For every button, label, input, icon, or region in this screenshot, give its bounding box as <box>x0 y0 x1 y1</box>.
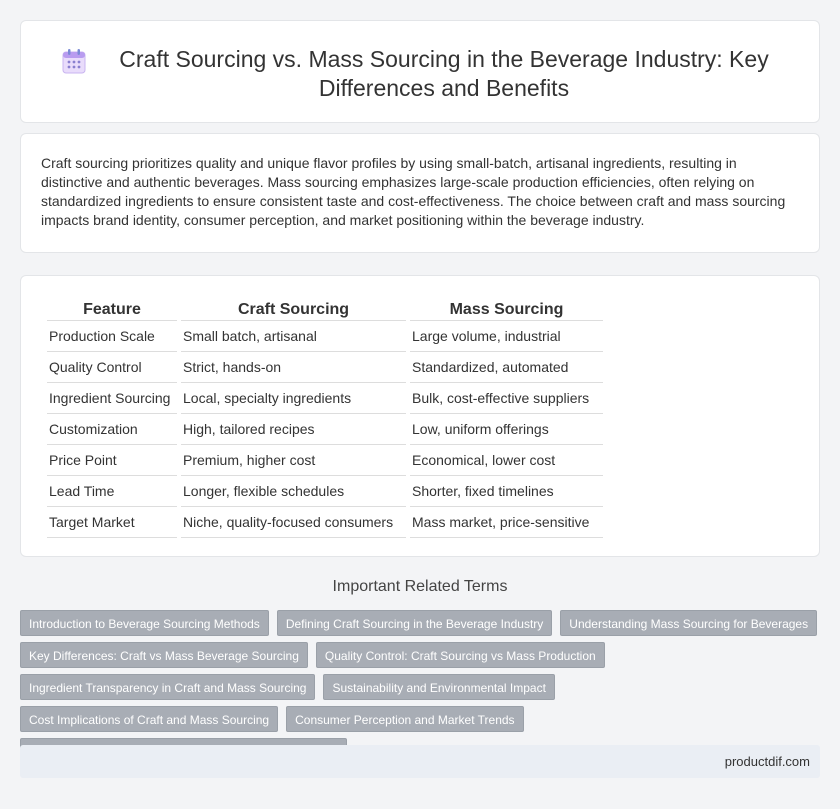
related-term-tag[interactable]: Understanding Mass Sourcing for Beverages <box>560 610 817 636</box>
table-row <box>47 321 603 352</box>
feature-cell: Ingredient Sourcing <box>47 383 177 414</box>
related-term-tag[interactable]: Introduction to Beverage Sourcing Methods <box>20 610 269 636</box>
related-term-tag[interactable]: Ingredient Transparency in Craft and Mass Sourcing <box>20 674 315 700</box>
comparison-table <box>43 296 607 538</box>
mass-cell: Mass market, price-sensitive <box>410 507 603 538</box>
title-wrap <box>21 21 819 103</box>
calendar-icon <box>61 47 87 75</box>
mass-cell: Shorter, fixed timelines <box>410 476 603 507</box>
related-term-tag[interactable]: Cost Implications of Craft and Mass Sourcing <box>20 706 278 732</box>
page-title: Craft Sourcing vs. Mass Sourcing in the Beverage Industry: Key Differences and Benefits <box>119 46 769 101</box>
mass-cell: Low, uniform offerings <box>410 414 603 445</box>
column-header-craft: Craft Sourcing <box>181 296 406 321</box>
related-term-tag[interactable]: Consumer Perception and Market Trends <box>286 706 523 732</box>
related-terms-heading: Important Related Terms <box>332 578 508 595</box>
craft-cell: Strict, hands-on <box>181 352 406 383</box>
craft-cell: Longer, flexible schedules <box>181 476 406 507</box>
table-row <box>47 445 603 476</box>
related-term-tag[interactable]: Sustainability and Environmental Impact <box>323 674 554 700</box>
craft-cell: Small batch, artisanal <box>181 321 406 352</box>
table-row <box>47 352 603 383</box>
table-row <box>47 414 603 445</box>
feature-cell: Production Scale <box>47 321 177 352</box>
related-terms-list <box>20 610 820 764</box>
mass-cell: Bulk, cost-effective suppliers <box>410 383 603 414</box>
craft-cell: Premium, higher cost <box>181 445 406 476</box>
mass-cell: Large volume, industrial <box>410 321 603 352</box>
table-row <box>47 476 603 507</box>
related-term-tag[interactable]: Quality Control: Craft Sourcing vs Mass Production <box>316 642 605 668</box>
footer-site-link[interactable]: productdif.com <box>724 754 810 769</box>
feature-cell: Lead Time <box>47 476 177 507</box>
table-header-row <box>47 296 603 321</box>
craft-cell: High, tailored recipes <box>181 414 406 445</box>
title-card <box>20 20 820 123</box>
craft-cell: Local, specialty ingredients <box>181 383 406 414</box>
table-row <box>47 383 603 414</box>
related-term-tag[interactable]: Key Differences: Craft vs Mass Beverage Sourcing <box>20 642 308 668</box>
summary-card <box>20 133 820 253</box>
mass-cell: Economical, lower cost <box>410 445 603 476</box>
summary-text: Craft sourcing prioritizes quality and unique flavor profiles by using small-batch, artisanal ingredients, resulting in distinctive and authentic beverages. Mass sourcing emphasizes large-scale production efficiencies, often relying on standardized ingredients to ensure consistent taste and cost-effectiveness. The choice between craft and mass sourcing impacts brand identity, consumer perception, and market positioning within the beverage industry. <box>41 155 786 228</box>
column-header-mass: Mass Sourcing <box>410 296 603 321</box>
table-card <box>20 275 820 557</box>
feature-cell: Price Point <box>47 445 177 476</box>
related-term-tag[interactable]: Defining Craft Sourcing in the Beverage Industry <box>277 610 552 636</box>
feature-cell: Target Market <box>47 507 177 538</box>
table-row <box>47 507 603 538</box>
column-header-feature: Feature <box>47 296 177 321</box>
mass-cell: Standardized, automated <box>410 352 603 383</box>
craft-cell: Niche, quality-focused consumers <box>181 507 406 538</box>
feature-cell: Customization <box>47 414 177 445</box>
footer <box>20 745 820 778</box>
feature-cell: Quality Control <box>47 352 177 383</box>
